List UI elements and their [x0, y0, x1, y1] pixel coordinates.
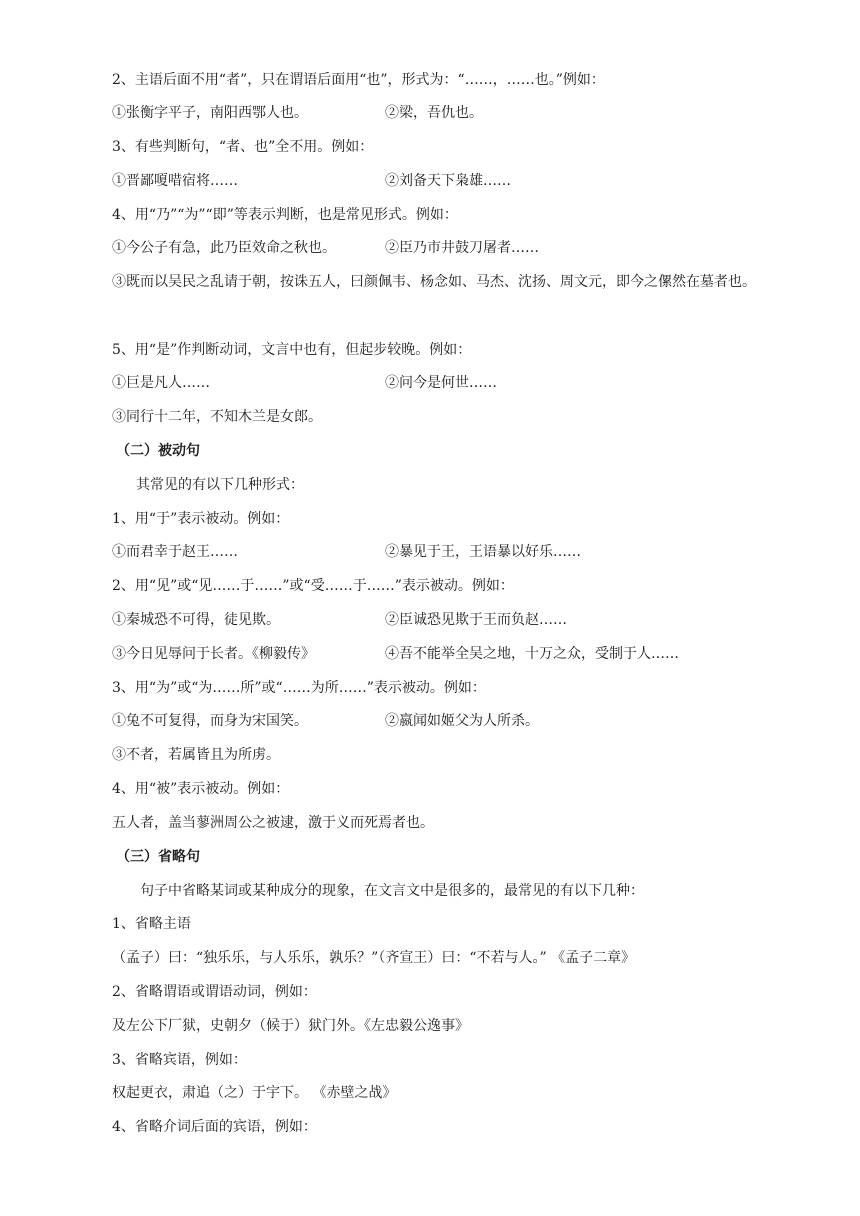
example-left: ①而君幸于赵王……: [112, 544, 238, 560]
example-left: ①巨是凡人……: [112, 375, 210, 391]
rule-1-text: 1、用“于”表示被动。例如：: [112, 511, 290, 527]
example-row: [112, 610, 567, 630]
example-right: ②暴见于王，王语暴以好乐……: [385, 544, 581, 560]
rule-5-text: 5、用“是”作判断动词，文言中也有，但起步较晚。例如：: [112, 342, 472, 358]
example-line: 五人者，盖当蓼洲周公之被逮，激于义而死焉者也。: [112, 815, 434, 831]
rule-1-text: 1、省略主语: [112, 916, 191, 932]
example-line: ③同行十二年，不知木兰是女郎。: [112, 409, 322, 425]
example-left: ①秦城恐不可得，徒见欺。: [112, 612, 280, 628]
example-left: ①张衡字平子，南阳西鄂人也。: [112, 105, 308, 121]
rule-3-text: 3、省略宾语，例如：: [112, 1052, 247, 1068]
example-line: （孟子）曰：“独乐乐，与人乐乐，孰乐？”（齐宣王）曰：“不若与人。” 《孟子二章》: [112, 950, 636, 966]
example-line: 权起更衣，肃追（之）于宇下。 《赤壁之战》: [112, 1085, 397, 1101]
example-line: 及左公下厂狱，史朝夕（候于）狱门外。《左忠毅公逸事》: [112, 1018, 469, 1034]
example-left: ③今日见辱问于长者。《柳毅传》: [112, 646, 315, 662]
rule-4-text: 4、用“被”表示被动。例如：: [112, 781, 290, 797]
example-right: ②臣乃市井鼓刀屠者……: [385, 240, 539, 256]
rule-4-text: 4、用“乃”“为”“即”等表示判断，也是常见形式。例如：: [112, 207, 458, 223]
example-right: ②问今是何世……: [385, 375, 497, 391]
example-right: ②嬴闻如姬父为人所杀。: [385, 713, 539, 729]
example-row: [112, 644, 679, 664]
section-heading-passive: （二）被动句: [116, 443, 200, 459]
section-heading-ellipsis: （三）省略句: [116, 849, 200, 865]
example-left: ①今公子有急，此乃臣效命之秋也。: [112, 240, 336, 256]
example-row: [112, 542, 581, 562]
rule-2-text: 2、用“见”或“见……于……”或“受……于……”表示被动。例如：: [112, 578, 514, 594]
example-right: ②刘备天下枭雄……: [385, 173, 511, 189]
example-right: ②臣诚恐见欺于王而负赵……: [385, 612, 567, 628]
rule-2-text: 2、省略谓语或谓语动词，例如：: [112, 984, 317, 1000]
example-right: ④吾不能举全吴之地，十万之众，受制于人……: [385, 646, 679, 662]
example-row: [112, 711, 539, 731]
example-left: ①晋鄙嗄唶宿将……: [112, 173, 238, 189]
rule-3-text: 3、用“为”或“为……所”或“……为所……”表示被动。例如：: [112, 680, 486, 696]
example-row: [112, 238, 539, 258]
example-right: ②梁，吾仇也。: [385, 105, 483, 121]
example-row: [112, 171, 511, 191]
example-line: ③不者，若属皆且为所虏。: [112, 747, 280, 763]
section-intro: 其常见的有以下几种形式：: [136, 477, 304, 493]
example-row: [112, 373, 497, 393]
section-intro: 句子中省略某词或某种成分的现象，在文言文中是很多的，最常见的有以下几种：: [140, 883, 644, 899]
example-left: ①兔不可复得，而身为宋国笑。: [112, 713, 308, 729]
example-paragraph: ③既而以吴民之乱请于朝，按诛五人，曰颜佩韦、杨念如、马杰、沈扬、周文元，即今之傫然在墓者也。: [112, 274, 756, 290]
example-row: [112, 103, 483, 123]
rule-3-text: 3、有些判断句，“者、也”全不用。例如：: [112, 139, 374, 155]
rule-2-text: 2、主语后面不用“者”，只在谓语后面用“也”，形式为：“……，……也。”例如：: [112, 72, 605, 88]
rule-4-text: 4、省略介词后面的宾语，例如：: [112, 1119, 317, 1135]
